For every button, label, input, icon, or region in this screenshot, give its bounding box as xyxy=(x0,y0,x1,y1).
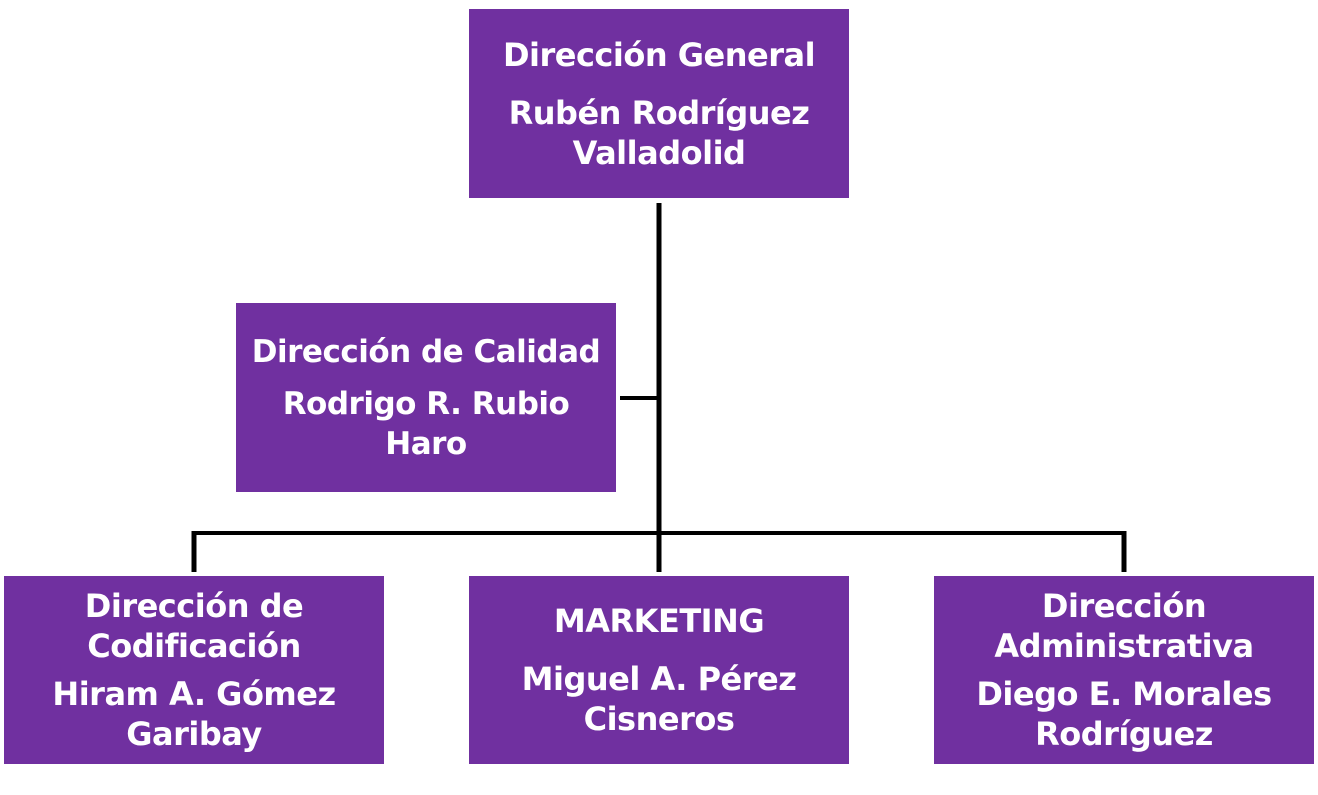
node-title: MARKETING xyxy=(553,602,765,640)
node-name-line: Rodríguez xyxy=(1035,715,1213,753)
node-name-line: Diego E. Morales xyxy=(976,675,1272,713)
node-direccion-calidad xyxy=(236,303,616,492)
node-direccion-administrativa xyxy=(934,576,1314,764)
node-title-line: Codificación xyxy=(87,627,301,665)
node-title: Dirección General xyxy=(502,35,816,74)
node-title-line: Dirección de xyxy=(84,587,304,625)
node-title-line: Administrativa xyxy=(994,627,1254,665)
node-title-line: Dirección xyxy=(1041,587,1207,625)
node-direccion-codificacion xyxy=(4,576,384,764)
node-name-line: Rubén Rodríguez xyxy=(508,93,810,132)
node-name-line: Garibay xyxy=(126,715,262,753)
node-name-line: Miguel A. Pérez xyxy=(521,660,797,698)
node-name-line: Cisneros xyxy=(583,700,735,738)
node-name-line: Haro xyxy=(385,425,467,462)
node-name-line: Valladolid xyxy=(572,133,746,172)
node-marketing xyxy=(469,576,849,764)
node-title: Dirección de Calidad xyxy=(251,333,601,370)
node-name-line: Hiram A. Gómez xyxy=(52,675,336,713)
node-name-line: Rodrigo R. Rubio xyxy=(282,385,570,422)
node-direccion-general xyxy=(469,9,849,198)
